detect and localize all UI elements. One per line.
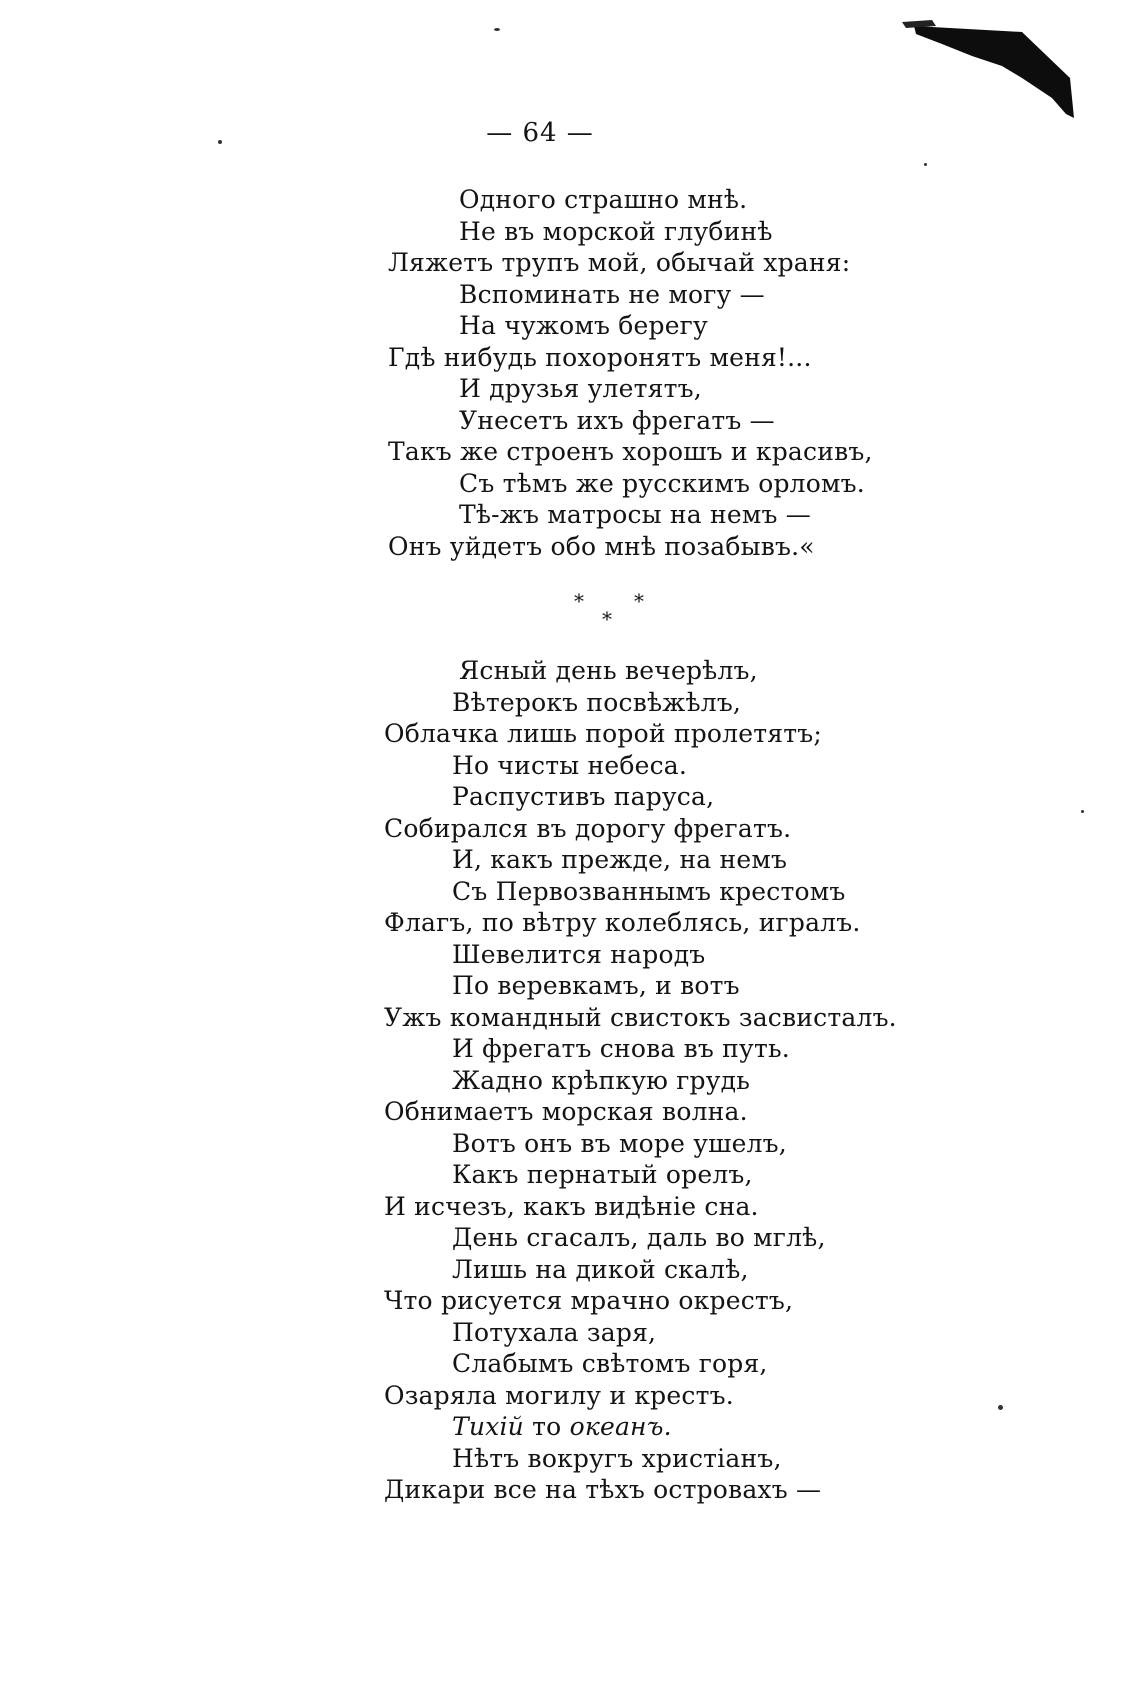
scan-speck bbox=[924, 163, 927, 166]
poem-line: Какъ пернатый орелъ, bbox=[452, 1160, 753, 1189]
poem-line: Слабымъ свѣтомъ горя, bbox=[452, 1349, 768, 1378]
poem-line: Ляжетъ трупъ мой, обычай храня: bbox=[388, 248, 851, 277]
poem-line: Онъ уйдетъ обо мнѣ позабывъ.« bbox=[388, 531, 815, 561]
poem-line: На чужомъ берегу bbox=[459, 311, 708, 340]
divider-asterisk: * bbox=[634, 589, 644, 613]
plain-word: то bbox=[523, 1412, 570, 1441]
italic-word: Тихій bbox=[452, 1412, 524, 1441]
divider-asterisk: * bbox=[602, 607, 612, 631]
poem-line: Дикари все на тѣхъ островахъ — bbox=[384, 1475, 822, 1504]
page-number: — 64 — bbox=[486, 118, 594, 148]
stanza-1 bbox=[0, 184, 1140, 562]
poem-line: Гдѣ нибудь похоронятъ меня!... bbox=[388, 342, 812, 372]
poem-line: Озаряла могилу и крестъ. bbox=[384, 1380, 734, 1410]
poem-line: День сгасалъ, даль во мглѣ, bbox=[452, 1223, 826, 1252]
poem-line: Такъ же строенъ хорошъ и красивъ, bbox=[388, 437, 873, 466]
scan-speck bbox=[494, 28, 500, 31]
poem-line: По веревкамъ, и вотъ bbox=[452, 971, 740, 1000]
poem-line: Ясный день вечерѣлъ, bbox=[459, 656, 758, 685]
poem-line: Что рисуется мрачно окрестъ, bbox=[384, 1286, 794, 1315]
poem-line: И, какъ прежде, на немъ bbox=[452, 845, 788, 874]
poem-line: Не въ морской глубинѣ bbox=[459, 216, 773, 246]
poem-line: Вѣтерокъ посвѣжѣлъ, bbox=[452, 687, 742, 717]
poem-line: Шевелится народъ bbox=[452, 939, 706, 969]
poem-line: Жадно крѣпкую грудь bbox=[452, 1065, 751, 1095]
poem-line: И исчезъ, какъ видѣніе сна. bbox=[384, 1191, 759, 1221]
poem-line: Вспоминать не могу — bbox=[459, 279, 765, 309]
poem-line: Вотъ онъ въ море ушелъ, bbox=[452, 1128, 787, 1158]
poem-line: И фрегатъ снова въ путь. bbox=[452, 1034, 790, 1063]
scan-corner-mark bbox=[902, 18, 1082, 123]
poem-line: Флагъ, по вѣтру колеблясь, игралъ. bbox=[384, 908, 861, 937]
poem-line: Собирался въ дорогу фрегатъ. bbox=[384, 813, 792, 843]
poem-line: Тѣ-жъ матросы на немъ — bbox=[459, 500, 811, 529]
stanza-2 bbox=[0, 655, 1140, 1506]
poem-line: Облачка лишь порой пролетятъ; bbox=[384, 719, 823, 748]
poem-line: Потухала заря, bbox=[452, 1317, 657, 1347]
poem-line: Ужъ командный свистокъ засвисталъ. bbox=[384, 1002, 897, 1032]
poem-line: Распустивъ паруса, bbox=[452, 782, 715, 811]
poem-line: Съ Первозваннымъ крестомъ bbox=[452, 876, 846, 906]
poem-line: Обнимаетъ морская волна. bbox=[384, 1097, 748, 1126]
poem-line: Нѣтъ вокругъ христіанъ, bbox=[452, 1443, 782, 1473]
poem-line: И друзья улетятъ, bbox=[459, 374, 702, 403]
poem-line-italic bbox=[0, 1411, 1140, 1443]
divider-asterisk: * bbox=[574, 589, 584, 613]
poem-line: Одного страшно мнѣ. bbox=[459, 185, 748, 214]
poem-line: Но чисты небеса. bbox=[452, 750, 688, 780]
poem-line: Съ тѣмъ же русскимъ орломъ. bbox=[459, 468, 865, 498]
poem-line: Лишь на дикой скалѣ, bbox=[452, 1254, 749, 1284]
section-divider bbox=[0, 583, 1080, 633]
italic-word: океанъ. bbox=[569, 1412, 672, 1441]
poem-line: Унесетъ ихъ фрегатъ — bbox=[459, 405, 775, 435]
